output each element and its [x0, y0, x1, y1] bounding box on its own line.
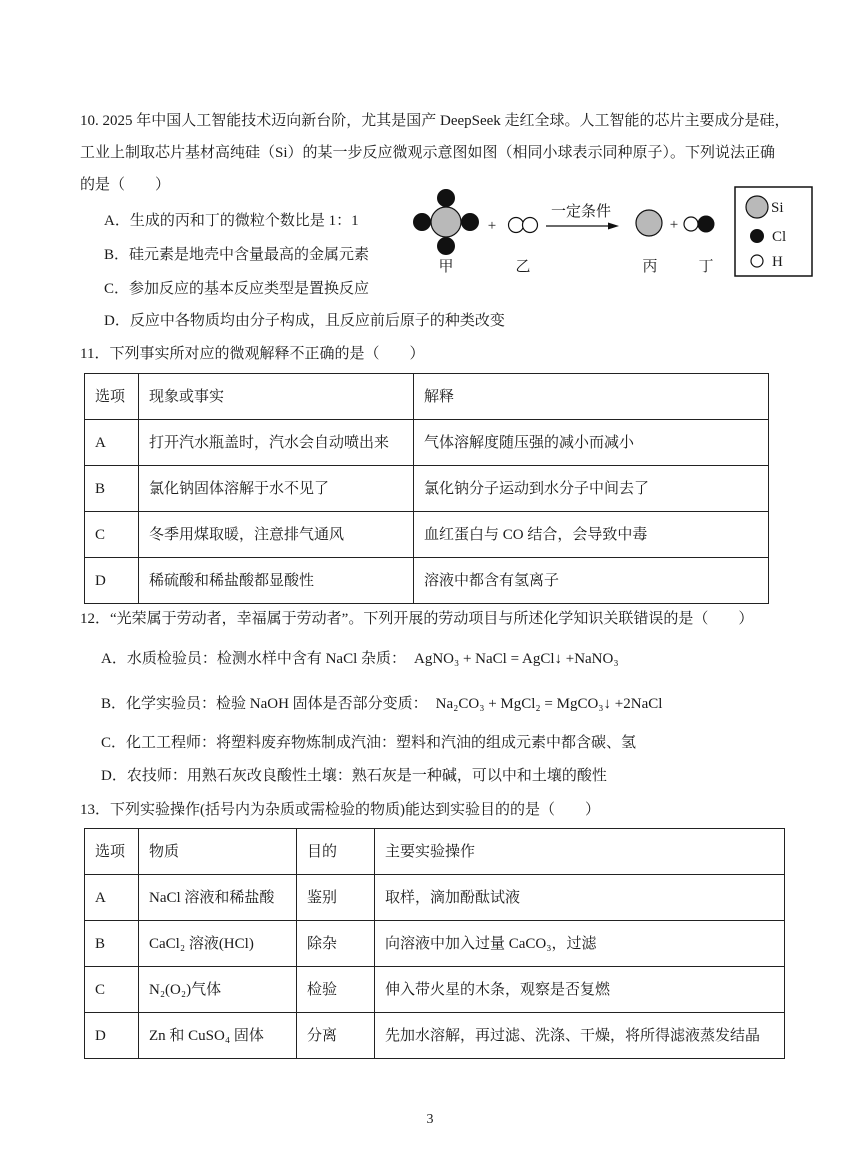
reaction-condition: 一定条件	[550, 204, 612, 220]
table-row	[85, 1013, 785, 1059]
cl-atom	[462, 214, 479, 231]
purpose-cell: 除杂	[297, 921, 375, 967]
option-text: A．水质检验员：检测水样中含有 NaCl 杂质：	[101, 651, 406, 667]
cl-atom	[698, 216, 714, 232]
question-10-option-d: D．反应中各物质均由分子构成，且反应前后原子的种类改变	[104, 313, 505, 329]
explanation-cell: 溶液中都含有氢离子	[414, 558, 769, 604]
operation-cell: 取样，滴加酚酞试液	[375, 875, 785, 921]
si-atom	[431, 207, 461, 237]
option-text: B．化学实验员：检验 NaOH 固体是否部分变质：	[101, 696, 428, 712]
table-row	[85, 875, 785, 921]
cl-atom	[438, 238, 455, 255]
question-10-stem-line-3: 的是（ ）	[80, 177, 171, 193]
label-bing: 丙	[642, 259, 658, 275]
question-11-heading: 11．下列事实所对应的微观解释不正确的是（ ）	[80, 346, 425, 362]
legend-si-label: Si	[771, 200, 784, 216]
table-header-row	[85, 374, 769, 420]
purpose-cell: 分离	[297, 1013, 375, 1059]
question-10-stem-line-1: 10. 2025 年中国人工智能技术迈向新台阶，尤其是国产 DeepSeek 走红全球。人工智能的芯片主要成分是硅，	[80, 113, 790, 129]
question-12-option-a	[101, 649, 619, 669]
operation-cell: 伸入带火星的木条，观察是否复燃	[375, 967, 785, 1013]
explanation-cell: 血红蛋白与 CO 结合，会导致中毒	[414, 512, 769, 558]
question-10-stem-line-2: 工业上制取芯片基材高纯硅（Si）的某一步反应微观示意图如图（相同小球表示同种原子）。下列说法正确	[80, 145, 776, 161]
operation-cell: 先加水溶解，再过滤、洗涤、干燥，将所得滤液蒸发结晶	[375, 1013, 785, 1059]
question-13-heading: 13．下列实验操作(括号内为杂质或需检验的物质)能达到实验目的的是（ ）	[80, 802, 600, 818]
header-cell-substance: 物质	[139, 829, 297, 875]
option-cell: C	[85, 512, 139, 558]
reaction-diagram	[410, 180, 820, 290]
question-12-option-c: C．化工工程师：将塑料废弃物炼制成汽油：塑料和汽油的组成元素中都含碳、氢	[101, 735, 637, 751]
label-jia: 甲	[438, 259, 454, 275]
phenomenon-cell: 稀硫酸和稀盐酸都显酸性	[139, 558, 414, 604]
table-row	[85, 921, 785, 967]
table-row	[85, 466, 769, 512]
molecule-bing	[636, 210, 662, 236]
option-cell: A	[85, 875, 139, 921]
header-cell-phenomenon: 现象或事实	[139, 374, 414, 420]
table-row	[85, 420, 769, 466]
cl-atom	[438, 190, 455, 207]
plus-sign: +	[487, 218, 497, 234]
h-atom	[509, 218, 524, 233]
table-row	[85, 512, 769, 558]
page-number: 3	[426, 1112, 434, 1127]
atom-legend	[735, 187, 812, 276]
cl-atom	[414, 214, 431, 231]
purpose-cell: 鉴别	[297, 875, 375, 921]
molecule-jia	[414, 190, 479, 255]
legend-cl-label: Cl	[772, 229, 787, 245]
substance-cell: Zn 和 CuSO₄ 固体	[139, 1013, 297, 1059]
option-cell: D	[85, 558, 139, 604]
header-cell-explanation: 解释	[414, 374, 769, 420]
question-13-table	[84, 828, 785, 1059]
question-10-option-b: B．硅元素是地壳中含量最高的金属元素	[104, 247, 370, 263]
purpose-cell: 检验	[297, 967, 375, 1013]
table-header-row	[85, 829, 785, 875]
legend-cl-atom	[751, 230, 764, 243]
question-11-table	[84, 373, 769, 604]
h-atom	[684, 217, 698, 231]
explanation-cell: 氯化钠分子运动到水分子中间去了	[414, 466, 769, 512]
table-row	[85, 558, 769, 604]
phenomenon-cell: 氯化钠固体溶解于水不见了	[139, 466, 414, 512]
reaction-arrow	[546, 223, 619, 230]
question-10-option-c: C．参加反应的基本反应类型是置换反应	[104, 281, 370, 297]
molecule-ding	[684, 216, 714, 232]
question-10-option-a: A．生成的丙和丁的微粒个数比是 1：1	[104, 213, 359, 229]
option-cell: A	[85, 420, 139, 466]
chemical-equation: Na₂CO₃ + MgCl₂ = MgCO₃↓ +2NaCl	[435, 696, 663, 712]
table-row	[85, 967, 785, 1013]
substance-cell: CaCl₂ 溶液(HCl)	[139, 921, 297, 967]
substance-cell: NaCl 溶液和稀盐酸	[139, 875, 297, 921]
option-cell: D	[85, 1013, 139, 1059]
header-cell-option: 选项	[85, 829, 139, 875]
header-cell-purpose: 目的	[297, 829, 375, 875]
option-cell: C	[85, 967, 139, 1013]
substance-cell: N₂(O₂)气体	[139, 967, 297, 1013]
option-cell: B	[85, 466, 139, 512]
label-ding: 丁	[698, 259, 714, 275]
option-cell: B	[85, 921, 139, 967]
phenomenon-cell: 打开汽水瓶盖时，汽水会自动喷出来	[139, 420, 414, 466]
h-atom	[523, 218, 538, 233]
molecule-yi	[509, 218, 538, 233]
legend-h-label: H	[772, 254, 783, 270]
header-cell-operation: 主要实验操作	[375, 829, 785, 875]
operation-cell: 向溶液中加入过量 CaCO₃，过滤	[375, 921, 785, 967]
header-cell-option: 选项	[85, 374, 139, 420]
legend-h-atom	[751, 255, 763, 267]
legend-si-atom	[746, 196, 768, 218]
arrow-head-icon	[608, 223, 619, 230]
phenomenon-cell: 冬季用煤取暖，注意排气通风	[139, 512, 414, 558]
chemical-equation: AgNO₃ + NaCl = AgCl↓ +NaNO₃	[414, 651, 619, 667]
explanation-cell: 气体溶解度随压强的减小而减小	[414, 420, 769, 466]
question-12-heading: 12．“光荣属于劳动者，幸福属于劳动者”。下列开展的劳动项目与所述化学知识关联错误的是（ ）	[80, 611, 754, 627]
label-yi: 乙	[515, 259, 531, 275]
question-12-option-b	[101, 694, 662, 714]
question-12-option-d: D．农技师：用熟石灰改良酸性土壤：熟石灰是一种碱，可以中和土壤的酸性	[101, 768, 607, 784]
plus-sign: +	[669, 217, 679, 233]
